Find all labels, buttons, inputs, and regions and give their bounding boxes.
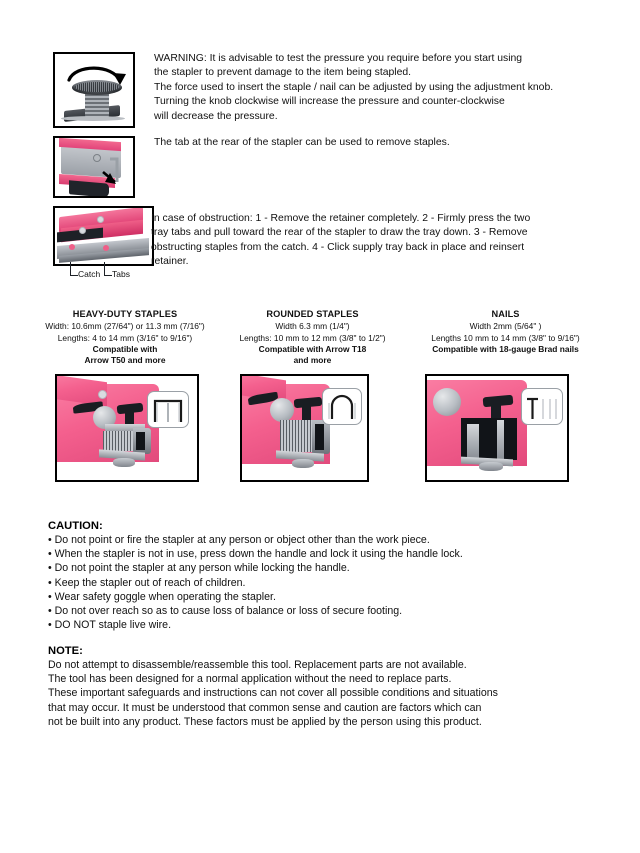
obstruction-text	[151, 212, 611, 270]
note-line: The tool has been designed for a normal application without the need to replace parts.	[48, 673, 452, 686]
handle-rivet	[97, 216, 104, 223]
spec-column-nails	[393, 309, 618, 355]
catch-callout-elbow	[70, 275, 78, 276]
instruction-line: The tab at the rear of the stapler can be used to remove staples.	[154, 137, 450, 148]
spec-line: Lengths: 10 mm to 12 mm (3/8" to 1/2")	[239, 332, 386, 343]
instruction-line: Turning the knob clockwise will increase the pressure and counter-clockwise	[154, 96, 505, 108]
staple-shape-card	[521, 388, 563, 425]
round-crown-staple-icon	[323, 389, 361, 424]
staple-shape-card	[322, 388, 362, 425]
instruction-row-rear-tab	[53, 136, 609, 198]
product-photo-nails	[425, 374, 569, 482]
instruction-line: WARNING: It is advisable to test the pressure you require before you start using	[154, 53, 523, 64]
product-photo-heavy-duty	[55, 374, 199, 482]
tabs-marker-dot	[103, 245, 109, 251]
magazine-inner-shadow	[315, 424, 324, 450]
nail-guide-wall	[497, 420, 504, 460]
note-line: that may occur. It must be understood that common sense and caution are factors which can	[48, 701, 482, 714]
spec-title: ROUNDED STAPLES	[266, 309, 359, 319]
instruction-row-adjustment-knob	[53, 52, 609, 128]
note-block	[48, 644, 608, 729]
square-crown-staple-icon	[148, 392, 188, 427]
brad-nail-icon	[522, 389, 562, 424]
instruction-line: retainer.	[151, 256, 189, 268]
obstruction-callouts	[53, 262, 150, 284]
body-rivet	[79, 227, 86, 234]
spec-line: Lengths 10 mm to 14 mm (3/8" to 9/16")	[431, 332, 580, 343]
spec-line: Compatible with	[92, 343, 158, 354]
tabs-callout-elbow	[104, 275, 112, 276]
staple-shape-card	[147, 391, 189, 428]
spec-line: and more	[293, 355, 332, 366]
caution-block	[48, 519, 608, 632]
adjustment-knob-circle	[270, 398, 294, 422]
callout-label-tabs: Tabs	[112, 269, 130, 279]
catch-callout-line	[70, 262, 71, 275]
spec-line: Width 2mm (5/64" )	[469, 321, 542, 332]
spec-title: HEAVY-DUTY STAPLES	[72, 309, 178, 319]
instruction-line: The force used to insert the staple / nail can be adjusted by using the adjustment knob.	[154, 81, 554, 93]
spec-line: Arrow T50 and more	[84, 355, 166, 366]
caution-list	[48, 533, 608, 632]
stapler-foot	[292, 459, 314, 468]
note-title: NOTE:	[48, 645, 83, 657]
drive-lever-stem	[491, 403, 501, 419]
note-line: Do not attempt to disassemble/reassemble this tool. Replacement parts are not available.	[48, 659, 467, 671]
spec-line: Width: 10.6mm (27/64") or 11.3 mm (7/16")	[45, 321, 205, 332]
instruction-line: tray tabs and pull toward the rear of the stapler to draw the tray down. 3 - Remove	[151, 227, 528, 239]
instruction-line: In case of obstruction: 1 - Remove the retainer completely. 2 - Firmly press the two	[151, 213, 531, 224]
spec-title: NAILS	[491, 309, 520, 319]
instruction-line: will decrease the pressure.	[154, 110, 278, 122]
adjustment-knob-circle	[433, 388, 461, 416]
caution-item: • Wear safety goggle when operating the stapler.	[48, 590, 276, 603]
obstruction-photo	[53, 206, 154, 266]
rear-tab-text	[154, 136, 609, 150]
catch-marker-dot	[69, 244, 75, 250]
spec-line: Width 6.3 mm (1/4")	[275, 321, 350, 332]
caution-item: • When the stapler is not in use, press down the handle and lock it using the handle lock.	[48, 548, 463, 561]
callout-label-catch: Catch	[78, 269, 101, 279]
caution-title: CAUTION:	[48, 520, 103, 532]
spec-column-rounded-staples	[205, 309, 420, 366]
spec-column-heavy-duty-staples	[20, 309, 230, 366]
product-photo-rounded	[240, 374, 369, 482]
instruction-line: obstructing staples from the catch. 4 - Click supply tray back in place and reinsert	[151, 241, 525, 253]
adjustment-knob-photo	[53, 52, 135, 128]
note-body	[48, 658, 608, 729]
clockwise-arrow-icon	[55, 54, 133, 126]
caution-item: • Do not point the stapler at any person while locking the handle.	[48, 562, 350, 575]
caution-item: • Do not over reach so as to cause loss of balance or loss of secure footing.	[48, 605, 403, 618]
knob-illustration	[55, 54, 133, 126]
remove-tab-arrow-icon	[55, 138, 133, 196]
adjustment-knob-text	[154, 52, 609, 124]
caution-item: • DO NOT staple live wire.	[48, 619, 172, 632]
note-line: These important safeguards and instructions can not cover all possible conditions and situations	[48, 687, 498, 700]
instruction-row-obstruction	[53, 206, 609, 279]
spec-line: Compatible with 18-gauge Brad nails	[432, 343, 579, 354]
rear-tab-photo	[53, 136, 135, 198]
spec-line: Compatible with Arrow T18	[258, 343, 367, 354]
caution-item: • Keep the stapler out of reach of children.	[48, 576, 246, 589]
nail-pusher-blade	[467, 424, 479, 458]
stapler-foot	[479, 462, 503, 471]
magazine-inner-shadow	[136, 432, 145, 450]
body-rivet	[98, 390, 107, 399]
tabs-callout-line	[104, 262, 105, 275]
caution-item: • Do not point or fire the stapler at any person or object other than the work piece.	[48, 534, 430, 546]
spec-line: Lengths: 4 to 14 mm (3/16" to 9/16")	[57, 332, 193, 343]
instruction-line: the stapler to prevent damage to the item being stapled.	[154, 67, 412, 79]
note-line: not be built into any product. These factors must be applied by the person using this product.	[48, 715, 482, 728]
stapler-foot	[113, 458, 135, 467]
